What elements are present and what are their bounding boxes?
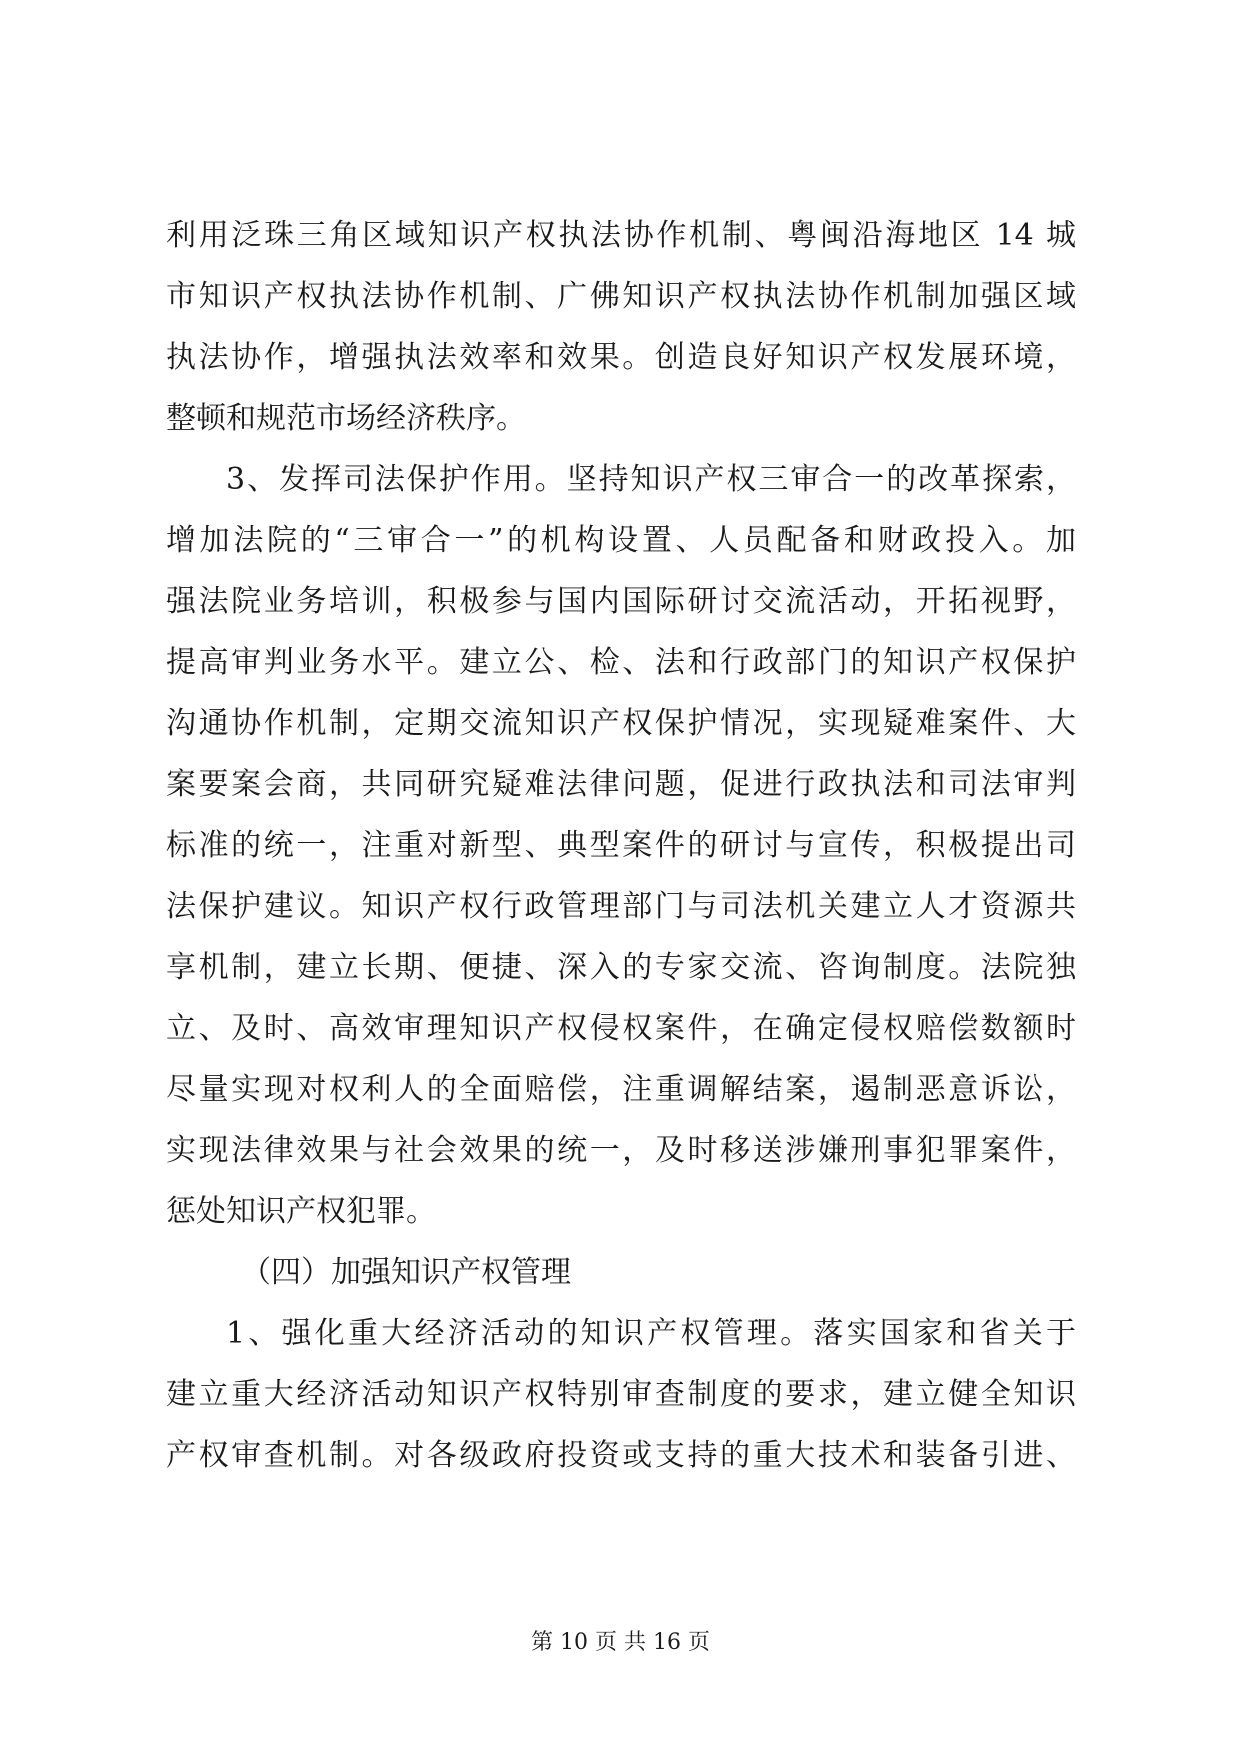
text-line: 惩处知识产权犯罪。 — [166, 1194, 436, 1229]
text-line: 提高审判业务水平。建立公、检、法和行政部门的知识产权保护 — [166, 645, 1076, 680]
page-footer: 第 10 页 共 16 页 — [531, 1630, 710, 1655]
text-line: 3、发挥司法保护作用。坚持知识产权三审合一的改革探索， — [226, 462, 1076, 497]
text-line: 建立重大经济活动知识产权特别审查制度的要求，建立健全知识 — [166, 1377, 1076, 1412]
body-text — [166, 205, 1076, 1486]
text-line: 执法协作，增强执法效率和效果。创造良好知识产权发展环境， — [166, 340, 1076, 375]
text-line: 实现法律效果与社会效果的统一，及时移送涉嫌刑事犯罪案件， — [166, 1133, 1076, 1168]
text-line: 市知识产权执法协作机制、广佛知识产权执法协作机制加强区域 — [166, 279, 1076, 314]
text-line: 整顿和规范市场经济秩序。 — [166, 401, 526, 436]
text-line: 标准的统一，注重对新型、典型案件的研讨与宣传，积极提出司 — [166, 828, 1076, 863]
text-line: 法保护建议。知识产权行政管理部门与司法机关建立人才资源共 — [166, 889, 1076, 924]
text-line: 利用泛珠三角区域知识产权执法协作机制、粤闽沿海地区 14 城 — [166, 218, 1076, 253]
text-line: 产权审查机制。对各级政府投资或支持的重大技术和装备引进、 — [166, 1438, 1076, 1473]
text-line: 增加法院的“三审合一”的机构设置、人员配备和财政投入。加 — [166, 523, 1076, 558]
text-line: 沟通协作机制，定期交流知识产权保护情况，实现疑难案件、大 — [166, 706, 1076, 741]
text-line: 享机制，建立长期、便捷、深入的专家交流、咨询制度。法院独 — [166, 950, 1076, 985]
text-line: 立、及时、高效审理知识产权侵权案件，在确定侵权赔偿数额时 — [166, 1011, 1076, 1046]
text-line: 1、强化重大经济活动的知识产权管理。落实国家和省关于 — [226, 1316, 1076, 1351]
text-line: 强法院业务培训，积极参与国内国际研讨交流活动，开拓视野， — [166, 584, 1076, 619]
section-heading: （四）加强知识产权管理 — [241, 1255, 571, 1290]
text-line: 尽量实现对权利人的全面赔偿，注重调解结案，遏制恶意诉讼， — [166, 1072, 1076, 1107]
text-line: 案要案会商，共同研究疑难法律问题，促进行政执法和司法审判 — [166, 767, 1076, 802]
